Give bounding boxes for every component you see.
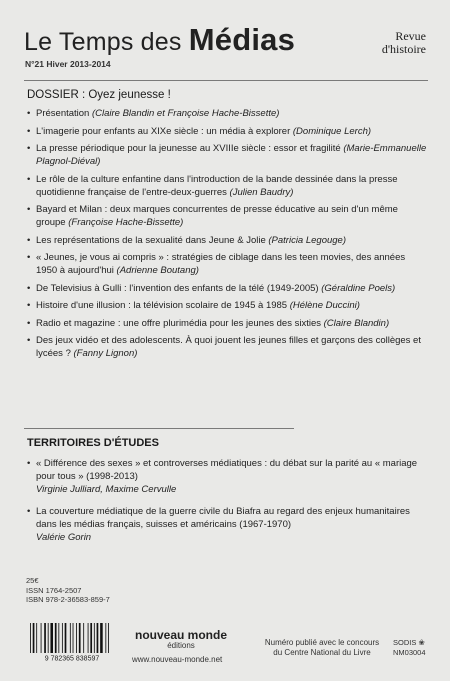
cnl-notice bbox=[257, 638, 387, 658]
cnl-line1: Numéro publié avec le concours bbox=[264, 638, 380, 647]
price: 25€ bbox=[26, 576, 39, 585]
barcode-bars bbox=[30, 623, 109, 653]
barcode-bar bbox=[44, 623, 46, 653]
entry-author: (Géraldine Poels) bbox=[321, 282, 396, 294]
entry-author: (Hélène Duccini) bbox=[289, 300, 360, 311]
revue-label bbox=[382, 30, 426, 56]
barcode-bar bbox=[97, 623, 99, 653]
publisher-name: nouveau monde bbox=[134, 628, 227, 642]
barcode-bar bbox=[33, 623, 35, 653]
entry-text: Histoire d'une illusion : la télévision scolaire de 1945 à 1985 bbox=[36, 300, 290, 311]
list-item bbox=[27, 234, 427, 247]
list-item bbox=[27, 107, 427, 120]
entry-author: (Claire Blandin) bbox=[323, 317, 390, 329]
entry-text: Le rôle de la culture enfantine dans l'introduction de la bande dessinée dans la presse quotidienne française de l'entre-deux-guerres bbox=[36, 173, 398, 198]
territoires-list bbox=[27, 457, 427, 553]
entry-text: Des jeux vidéo et des adolescents. À quoi jouent les jeunes filles et garçons des collèges et lycées ? bbox=[36, 335, 421, 359]
list-item bbox=[27, 142, 427, 168]
entry-author: (Adrienne Boutang) bbox=[116, 265, 199, 276]
barcode-bar bbox=[90, 623, 92, 653]
issn: ISSN 1764-2507 bbox=[26, 585, 82, 595]
entry-text: Bayard et Milan : deux marques concurrentes de presse éducative au sein d'un même groupe bbox=[36, 204, 398, 228]
sodis-logo-icon: ❀ bbox=[418, 638, 425, 647]
entry-text: De Televisius à Gulli : l'invention des enfants de la télé (1949-2005) bbox=[36, 282, 322, 294]
barcode-bar bbox=[50, 623, 53, 653]
barcode-bar bbox=[41, 623, 42, 653]
territoires-title: TERRITOIRES D'ÉTUDES bbox=[27, 437, 159, 449]
revue-line1: Revue bbox=[395, 29, 426, 43]
publisher-website: www.nouveau-monde.net bbox=[132, 655, 223, 664]
list-item bbox=[27, 334, 427, 360]
barcode-bar bbox=[88, 623, 89, 653]
barcode-bar bbox=[30, 623, 31, 653]
isbn: ISBN 978-2-36583-859-7 bbox=[26, 595, 110, 604]
publisher-sub: éditions bbox=[167, 641, 195, 650]
distributor-code: NM03004 bbox=[393, 648, 426, 657]
barcode bbox=[24, 622, 120, 662]
dossier-list bbox=[27, 107, 427, 365]
sodis-name: SODIS bbox=[393, 638, 417, 647]
barcode-bar bbox=[100, 623, 103, 653]
entry-text: Radio et magazine : une offre plurimédia pour les jeunes des sixties bbox=[36, 317, 324, 329]
header-rule bbox=[24, 80, 428, 81]
barcode-bar bbox=[108, 623, 109, 653]
entry-author: (Fanny Lignon) bbox=[73, 348, 138, 359]
list-item bbox=[27, 282, 427, 295]
entry-text: L'imagerie pour enfants au XIXe siècle : un média à explorer bbox=[36, 125, 293, 137]
cnl-line2: du Centre National du Livre bbox=[273, 648, 371, 657]
entry-text: La couverture médiatique de la guerre civile du Biafra au regard des enjeux humanitaires dans les médias français, suisses et américains (1967-1970) bbox=[36, 506, 410, 530]
barcode-bar bbox=[79, 623, 81, 653]
entry-author: (Marie-Emmanuelle Plagnol-Diéval) bbox=[36, 143, 427, 167]
list-item bbox=[27, 203, 427, 229]
entry-author: (Julien Baudry) bbox=[229, 186, 294, 198]
section-rule bbox=[24, 428, 294, 429]
list-item bbox=[27, 251, 427, 277]
barcode-bar bbox=[105, 623, 106, 653]
entry-text: Présentation bbox=[36, 108, 92, 119]
entry-text: « Différence des sexes » et controverses médiatiques : du débat sur la parité au « mariage pour tous » (1998-2013) bbox=[36, 458, 418, 482]
barcode-bar bbox=[55, 623, 57, 653]
list-item bbox=[27, 505, 427, 544]
entry-author: (Patricia Legouge) bbox=[268, 234, 347, 246]
barcode-bar bbox=[83, 623, 84, 653]
barcode-bar bbox=[36, 623, 37, 653]
barcode-bar bbox=[62, 623, 63, 653]
list-item bbox=[27, 299, 427, 312]
entry-text: Les représentations de la sexualité dans Jeune & Jolie bbox=[36, 234, 269, 246]
entry-text: « Jeunes, je vous ai compris » : stratégies de ciblage dans les teen movies, des années 1950 à aujourd'hui bbox=[36, 252, 406, 276]
revue-line2: d'histoire bbox=[381, 42, 426, 56]
dossier-title: DOSSIER : Oyez jeunesse ! bbox=[27, 89, 171, 101]
entry-author: Virginie Julliard, Maxime Cervulle bbox=[36, 484, 177, 495]
header bbox=[24, 14, 434, 74]
price-issn-block bbox=[26, 576, 110, 605]
barcode-bar bbox=[58, 623, 59, 653]
journal-title-prefix: Le Temps des bbox=[24, 28, 189, 56]
barcode-bar bbox=[48, 623, 49, 653]
barcode-bar bbox=[94, 623, 95, 653]
barcode-bar bbox=[70, 623, 71, 653]
barcode-digits: 9 782365 838597 bbox=[44, 655, 100, 662]
entry-author: Valérie Gorin bbox=[36, 532, 92, 543]
distributor-name bbox=[393, 638, 426, 648]
entry-author: (Françoise Hache-Bissette) bbox=[68, 217, 184, 228]
distributor-block bbox=[393, 638, 426, 658]
journal-title-emph: Médias bbox=[188, 22, 296, 57]
journal-title bbox=[24, 22, 295, 58]
list-item bbox=[27, 173, 427, 199]
barcode-bar bbox=[76, 623, 77, 653]
publisher-logo bbox=[132, 628, 230, 650]
barcode-bar bbox=[65, 623, 67, 653]
entry-author: (Dominique Lerch) bbox=[292, 125, 372, 137]
list-item bbox=[27, 317, 427, 330]
barcode-bar bbox=[73, 623, 74, 653]
issue-number: N°21 Hiver 2013-2014 bbox=[25, 59, 111, 69]
entry-author: (Claire Blandin et Françoise Hache-Bissette) bbox=[91, 108, 280, 119]
list-item bbox=[27, 125, 427, 138]
entry-text: La presse périodique pour la jeunesse au XVIIIe siècle : essor et fragilité bbox=[36, 143, 344, 154]
list-item bbox=[27, 457, 427, 496]
